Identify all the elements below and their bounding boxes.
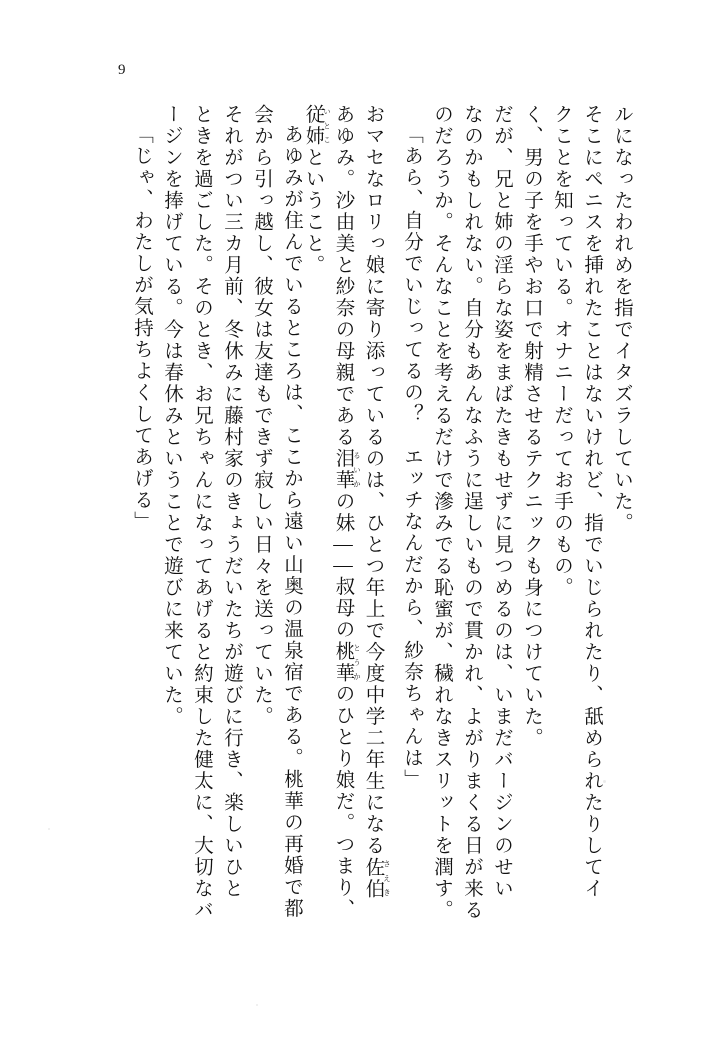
ruby-touka: 桃華 とうか [332, 640, 362, 684]
text-column: それがつい三カ月前、冬休みに藤村家のきょうだいたちが遊びに行き、楽しいひと [221, 104, 242, 900]
paper-speckle [48, 828, 50, 830]
text-column: 会から引っ越し、彼女は友達もできず寂しい日々を送っていた。 [251, 104, 272, 728]
text-column: のだろうか。そんなことを考えるだけで滲みでる恥蜜が、穢れなきスリットを潤す。 [431, 104, 452, 921]
ruby-ruika: 泪華 るいか [332, 448, 362, 491]
paper-speckle [256, 1004, 258, 1006]
text-column: なのかもしれない。自分もあんなふうに逞しいもので貫かれ、よがりまくる日が来る [461, 104, 482, 921]
text-column-ruby: おマセなロリっ娘に寄り添っているのは、ひとつ年上で今度中学二年生になる佐伯 さえき [362, 104, 392, 900]
text-column-ruby: あゆみ。沙由美と紗奈の母親である泪華 るいかの妹——叔母の桃華 とうかのひとり娘だ。つまり、 [332, 104, 362, 920]
text-column: ときを過ごした。そのとき、お兄ちゃんになってあげると約束した健太に、大切なバ [191, 104, 212, 921]
text-column: ルになったわれめを指でイタズラしていた。 [611, 104, 632, 534]
text-column: あゆみが住んでいるところは、ここから遠い山奥の温泉宿である。桃華の再婚で都 [281, 124, 302, 920]
text-column: そこにペニスを挿れたことはないけれど、指でいじられたり、舐められたりしてイ [581, 104, 602, 900]
ruby-itoko: 従姉 いとこ [302, 104, 332, 147]
text-column: 「あら、自分でいじってるの？ エッチなんだから、紗奈ちゃんは」 [401, 124, 422, 791]
paper-speckle [603, 780, 606, 783]
vertical-text-body [78, 104, 632, 921]
text-column: クことを知っている。オナニーだってお手のもの。 [551, 104, 572, 599]
text-column: 「じゃ、わたしが気持ちよくしてあげる」 [131, 124, 152, 533]
text-column-ruby: 従姉 いとこということ。 [302, 104, 332, 276]
text-column: ージンを捧げている。今は春休みということで遊びに来ていた。 [161, 104, 182, 728]
page-number: 9 [118, 62, 126, 78]
ruby-saeki: 佐伯 さえき [362, 856, 392, 900]
text-column: く、男の子を手やお口で射精させるテクニックも身につけていた。 [521, 104, 542, 749]
text-column: だが、兄と姉の淫らな姿をまばたきもせずに見つめるのは、いまだバージンのせい [491, 104, 512, 900]
